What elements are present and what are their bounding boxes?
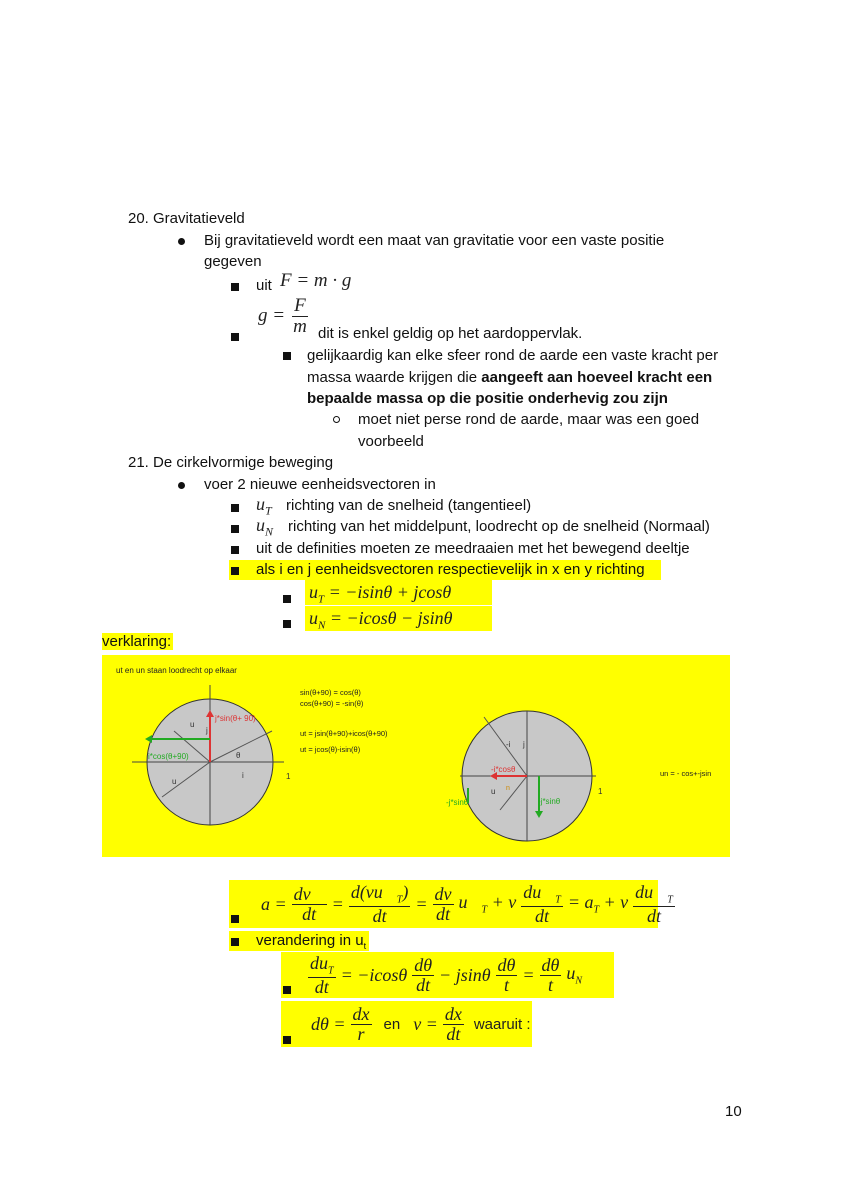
diagram-caption: ut en un staan loodrecht op elkaar [116, 666, 237, 675]
waaruit-word: waaruit : [473, 1015, 531, 1033]
page-number: 10 [725, 1103, 742, 1120]
section-21-heading: 21. De cirkelvormige beweging [128, 454, 334, 471]
uT-equation-text: $u_T = -isin\theta + jcos\theta$ [309, 582, 452, 606]
uT-description: richting van de snelheid (tangentieel) [286, 497, 532, 514]
uN-description: richting van het middelpunt, loodrecht op de snelheid (Normaal) [288, 518, 710, 535]
square-bullet [231, 333, 239, 341]
section-20-heading: 20. Gravitatieveld [128, 210, 245, 227]
note-cos: cos(θ+90) = -sin(θ) [300, 699, 364, 708]
left-j-label: j [206, 726, 208, 735]
right-n-label: n [506, 785, 510, 792]
right-minus-i-label: -i [506, 740, 511, 749]
square-bullet [283, 986, 291, 994]
square-bullet [231, 504, 239, 512]
square-bullet [283, 352, 291, 360]
note-ut-1: ut = jsin(θ+90)+icos(θ+90) [300, 729, 388, 738]
un-formula-note: un = - cos+-jsin [660, 769, 712, 778]
en-word: en [383, 1015, 401, 1033]
square-bullet [231, 525, 239, 533]
dtheta-equation: dθ = $\frac{dx}{r}$ en v = $\frac{dx}{dt}$ waaruit : [311, 1003, 531, 1044]
square-bullet [283, 595, 291, 603]
g-formula-lhs: g = [258, 305, 286, 327]
note-ut-2: ut = jcos(θ)-isin(θ) [300, 745, 361, 754]
example-note-line2: voorbeeld [358, 433, 424, 450]
left-green-arrowhead [145, 735, 152, 743]
uit-label: uit [256, 277, 272, 294]
verandering-label: verandering in $u_t$ [256, 932, 367, 951]
earth-surface-note: dit is enkel geldig op het aardoppervlak. [318, 325, 583, 342]
square-bullet [231, 915, 239, 923]
right-jsin-right-label: -j*sinθ [538, 797, 561, 806]
uN-equation-text: $u_N = -icos\theta - jsin\theta$ [309, 608, 453, 632]
left-i-label: i [242, 771, 244, 780]
square-bullet [231, 546, 239, 554]
right-jsin-left-label: -j*sinθ [446, 798, 469, 807]
acceleration-equation: a = $\frac{dv⃗}{dt}$ = $\frac{d(vu⃗_T)}{dt}$ = $\frac{dv}{dt}$ $u⃗_T + v$ $\frac{du⃗_T}{dt}$ = $a_T + v$ $\frac{du⃗_T}{dt}$ [261, 881, 673, 926]
left-one-label: 1 [286, 772, 291, 781]
ij-note: als i en j eenheidsvectoren respectievelijk in x en y richting [256, 561, 645, 578]
square-bullet [231, 567, 239, 575]
uT-equation [305, 580, 492, 605]
verklaring-label: verklaring: [102, 633, 172, 650]
duT-equation: $\frac{du_T}{dt}$ = −icosθ $\frac{d\theta}{dt}$ − jsinθ $\frac{d\theta}{t}$ = $\frac{d\theta}{t}$ $u_N$ [310, 952, 583, 997]
note-sin: sin(θ+90) = cos(θ) [300, 688, 361, 697]
right-icos-label: -i*cosθ [491, 765, 516, 774]
g-formula [258, 296, 311, 337]
right-j-label: j [523, 740, 525, 749]
gravity-field-definition-line1: Bij gravitatieveld wordt een maat van gravitatie voor een vaste positie [204, 232, 665, 249]
explanation-diagram [102, 655, 730, 857]
gravity-field-definition-line2: gegeven [204, 253, 262, 270]
unit-vectors-intro: voer 2 nieuwe eenheidsvectoren in [204, 476, 436, 493]
square-bullet [231, 283, 239, 291]
sphere-note-line2-bold: aangeeft aan hoeveel kracht een [481, 369, 713, 386]
sphere-note-line2-plain: massa waarde krijgen die [307, 369, 482, 386]
left-jsin-label: j*sin(θ+ 90) [215, 714, 256, 723]
sphere-note-line2 [307, 369, 712, 386]
left-u-bottom-label: u [172, 777, 177, 786]
force-formula: F = m · g [280, 270, 352, 291]
square-bullet [283, 1036, 291, 1044]
unit-circle-diagrams [102, 655, 730, 857]
sphere-note-line3: bepaalde massa op die positie onderhevig zou zijn [307, 390, 668, 407]
g-formula-denominator: m [293, 315, 307, 337]
circle-bullet [333, 416, 340, 423]
uN-equation [305, 606, 492, 631]
uT-symbol: $u_T$ [256, 494, 272, 518]
bullet-dot [178, 482, 185, 489]
example-note-line1: moet niet perse rond de aarde, maar was een goed [358, 411, 700, 428]
g-formula-numerator: F [294, 295, 306, 316]
left-u-label: u [190, 720, 195, 729]
bullet-dot [178, 238, 185, 245]
square-bullet [283, 620, 291, 628]
square-bullet [231, 938, 239, 946]
sphere-note-line1: gelijkaardig kan elke sfeer rond de aarde een vaste kracht per [307, 347, 719, 364]
left-theta-label: θ [236, 751, 241, 760]
left-icos-label: i*cos(θ+90) [148, 752, 189, 761]
rotation-note: uit de definities moeten ze meedraaien met het bewegend deeltje [256, 540, 690, 557]
right-u-label: u [491, 787, 496, 796]
uN-symbol: $u_N$ [256, 515, 274, 539]
right-one-label: 1 [598, 787, 603, 796]
